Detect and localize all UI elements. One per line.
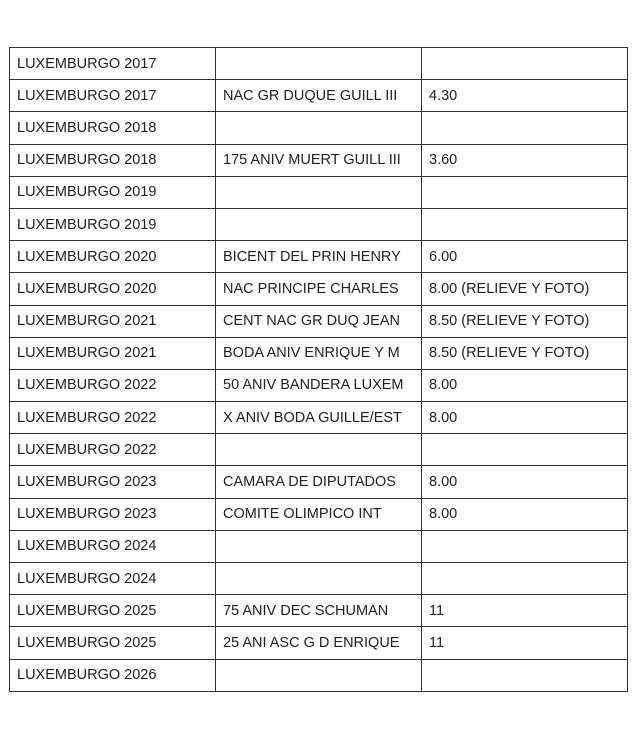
description-cell: CAMARA DE DIPUTADOS — [216, 466, 422, 498]
table-row — [10, 305, 628, 337]
description-cell: 25 ANI ASC G D ENRIQUE — [216, 627, 422, 659]
country-year-cell: LUXEMBURGO 2022 — [10, 369, 216, 401]
table-row — [10, 498, 628, 530]
country-year-cell: LUXEMBURGO 2023 — [10, 466, 216, 498]
country-year-cell: LUXEMBURGO 2025 — [10, 627, 216, 659]
country-year-cell: LUXEMBURGO 2022 — [10, 402, 216, 434]
coin-table — [9, 47, 628, 692]
table-body — [10, 48, 628, 692]
country-year-cell: LUXEMBURGO 2018 — [10, 144, 216, 176]
country-year-cell: LUXEMBURGO 2021 — [10, 305, 216, 337]
value-cell — [422, 530, 628, 562]
value-cell: 8.00 — [422, 498, 628, 530]
description-cell — [216, 563, 422, 595]
table-row — [10, 80, 628, 112]
country-year-cell: LUXEMBURGO 2019 — [10, 208, 216, 240]
country-year-cell: LUXEMBURGO 2024 — [10, 530, 216, 562]
description-cell: NAC GR DUQUE GUILL III — [216, 80, 422, 112]
value-cell: 6.00 — [422, 241, 628, 273]
value-cell — [422, 563, 628, 595]
description-cell — [216, 434, 422, 466]
value-cell: 8.00 — [422, 369, 628, 401]
value-cell: 11 — [422, 595, 628, 627]
table-row — [10, 466, 628, 498]
table-row — [10, 241, 628, 273]
description-cell: NAC PRINCIPE CHARLES — [216, 273, 422, 305]
value-cell: 8.50 (RELIEVE Y FOTO) — [422, 305, 628, 337]
table-row — [10, 208, 628, 240]
table-row — [10, 563, 628, 595]
description-cell: BODA ANIV ENRIQUE Y M — [216, 337, 422, 369]
value-cell — [422, 48, 628, 80]
table-row — [10, 627, 628, 659]
description-cell — [216, 659, 422, 691]
value-cell: 8.00 — [422, 466, 628, 498]
description-cell: 50 ANIV BANDERA LUXEM — [216, 369, 422, 401]
value-cell: 8.00 — [422, 402, 628, 434]
country-year-cell: LUXEMBURGO 2026 — [10, 659, 216, 691]
table-row — [10, 176, 628, 208]
description-cell — [216, 176, 422, 208]
country-year-cell: LUXEMBURGO 2022 — [10, 434, 216, 466]
description-cell — [216, 530, 422, 562]
table-row — [10, 434, 628, 466]
country-year-cell: LUXEMBURGO 2020 — [10, 241, 216, 273]
value-cell: 8.00 (RELIEVE Y FOTO) — [422, 273, 628, 305]
description-cell: CENT NAC GR DUQ JEAN — [216, 305, 422, 337]
value-cell: 8.50 (RELIEVE Y FOTO) — [422, 337, 628, 369]
value-cell: 11 — [422, 627, 628, 659]
value-cell — [422, 208, 628, 240]
value-cell — [422, 176, 628, 208]
country-year-cell: LUXEMBURGO 2017 — [10, 80, 216, 112]
country-year-cell: LUXEMBURGO 2021 — [10, 337, 216, 369]
country-year-cell: LUXEMBURGO 2025 — [10, 595, 216, 627]
description-cell — [216, 48, 422, 80]
description-cell — [216, 112, 422, 144]
value-cell — [422, 434, 628, 466]
table-row — [10, 530, 628, 562]
table-row — [10, 48, 628, 80]
country-year-cell: LUXEMBURGO 2024 — [10, 563, 216, 595]
description-cell: 75 ANIV DEC SCHUMAN — [216, 595, 422, 627]
description-cell: 175 ANIV MUERT GUILL III — [216, 144, 422, 176]
description-cell: BICENT DEL PRIN HENRY — [216, 241, 422, 273]
table-row — [10, 112, 628, 144]
country-year-cell: LUXEMBURGO 2018 — [10, 112, 216, 144]
table-row — [10, 595, 628, 627]
table-row — [10, 273, 628, 305]
table-row — [10, 144, 628, 176]
value-cell — [422, 659, 628, 691]
value-cell: 3.60 — [422, 144, 628, 176]
table-row — [10, 402, 628, 434]
description-cell: COMITE OLIMPICO INT — [216, 498, 422, 530]
description-cell — [216, 208, 422, 240]
country-year-cell: LUXEMBURGO 2023 — [10, 498, 216, 530]
table-row — [10, 659, 628, 691]
value-cell — [422, 112, 628, 144]
value-cell: 4.30 — [422, 80, 628, 112]
description-cell: X ANIV BODA GUILLE/EST — [216, 402, 422, 434]
country-year-cell: LUXEMBURGO 2019 — [10, 176, 216, 208]
country-year-cell: LUXEMBURGO 2020 — [10, 273, 216, 305]
table-row — [10, 337, 628, 369]
table-row — [10, 369, 628, 401]
country-year-cell: LUXEMBURGO 2017 — [10, 48, 216, 80]
